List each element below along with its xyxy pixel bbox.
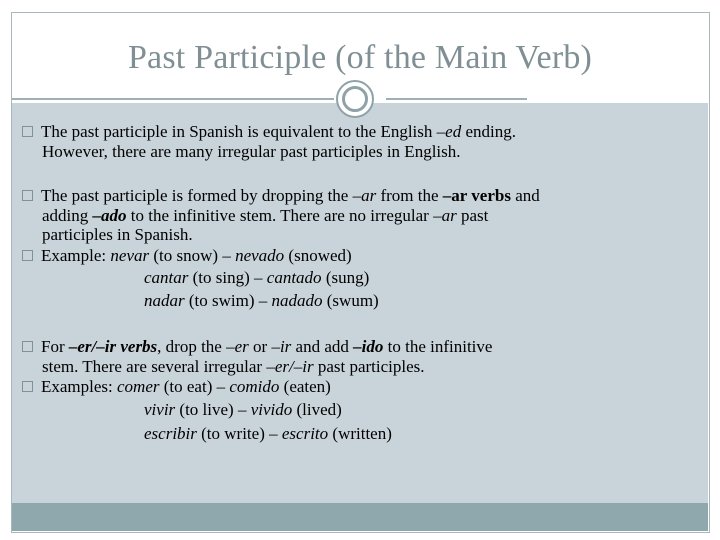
bullet-1-text-end: ending. [461, 122, 516, 141]
example-infinitive: comer [117, 377, 160, 396]
bullet-2 [22, 186, 692, 245]
example-translation: (to snow) – [149, 246, 236, 265]
example-translation: (to sing) – [188, 268, 267, 287]
example-line-nadar [144, 291, 379, 311]
example-infinitive: escribir [144, 424, 197, 443]
example-translation-2: (lived) [292, 400, 342, 419]
example-translation: (to swim) – [184, 291, 272, 310]
example-infinitive: vivir [144, 400, 176, 419]
ring-ornament-icon [336, 80, 374, 118]
bullet-2-line-2-end: past [456, 205, 489, 225]
example-participle: cantado [266, 268, 322, 287]
example-translation-2: (swum) [322, 291, 379, 310]
example-line-escribir [144, 424, 392, 444]
bullet-4-line-2-start: stem. There are several irregular [42, 356, 267, 376]
example-participle: escrito [281, 424, 329, 443]
example-infinitive: nadar [144, 291, 185, 310]
example-participle: nadado [271, 291, 323, 310]
bullet-3 [22, 246, 692, 266]
example-line-cantar [144, 268, 369, 288]
bullet-2-ar-2: –ar [433, 205, 457, 225]
example-line-vivir [144, 400, 342, 420]
bullet-4-ir: –ir [271, 337, 292, 356]
bullet-2-line-3: participles in Spanish. [42, 225, 193, 244]
bullet-2-text-end: and [510, 186, 540, 205]
example-translation: (to write) – [196, 424, 282, 443]
bullet-4-er: –er [226, 337, 249, 356]
example-translation-2: (snowed) [284, 246, 352, 265]
bullet-4-er-ir-verbs: –er/–ir verbs [68, 337, 158, 356]
square-bullet-icon [22, 381, 33, 392]
example-infinitive: nevar [110, 246, 150, 265]
bullet-2-text: The past participle is formed by dropping the [41, 186, 353, 205]
bullet-5 [22, 377, 692, 397]
bullet-4-line-2-end: past participles. [313, 356, 425, 376]
bullet-2-ado-suffix: –ado [92, 205, 127, 225]
bullet-1-ed-suffix: –ed [436, 122, 462, 141]
bullet-5-label: Examples: [41, 377, 118, 396]
footer-bar [12, 503, 708, 531]
example-participle: vivido [250, 400, 293, 419]
example-translation-2: (sung) [321, 268, 370, 287]
bullet-2-text-mid: from the [376, 186, 443, 205]
bullet-1-text: The past participle in Spanish is equivalent to the English [41, 122, 437, 141]
bullet-2-line-2 [22, 206, 692, 226]
bullet-2-line-2-mid: to the infinitive stem. There are no irregular [126, 205, 434, 225]
bullet-2-ar-verbs: –ar verbs [442, 186, 511, 205]
example-infinitive: cantar [144, 268, 189, 287]
bullet-4-line-2 [22, 357, 692, 377]
divider-left [12, 98, 334, 100]
bullet-3-label: Example: [41, 246, 111, 265]
example-translation: (to live) – [175, 400, 251, 419]
bullet-4-text-5: to the infinitive [383, 337, 493, 356]
slide-title: Past Participle (of the Main Verb) [127, 39, 593, 76]
bullet-4 [22, 337, 692, 376]
example-translation-2: (written) [328, 424, 392, 443]
example-participle: nevado [235, 246, 285, 265]
bullet-1 [22, 122, 692, 161]
square-bullet-icon [22, 126, 33, 137]
square-bullet-icon [22, 250, 33, 261]
bullet-2-ar: –ar [352, 186, 377, 205]
bullet-4-text-4: and add [291, 337, 354, 356]
divider-right [386, 98, 527, 100]
square-bullet-icon [22, 341, 33, 352]
example-translation-2: (eaten) [279, 377, 331, 396]
bullet-1-line-2: However, there are many irregular past participles in English. [42, 141, 461, 161]
bullet-2-line-2-start: adding [42, 205, 93, 225]
square-bullet-icon [22, 190, 33, 201]
bullet-4-text-2: , drop the [157, 337, 227, 356]
bullet-4-er-ir: –er/–ir [266, 356, 314, 376]
bullet-4-ido-suffix: –ido [353, 337, 384, 356]
example-participle: comido [229, 377, 280, 396]
bullet-4-text-3: or [248, 337, 272, 356]
bullet-4-text: For [41, 337, 69, 356]
example-translation: (to eat) – [159, 377, 230, 396]
